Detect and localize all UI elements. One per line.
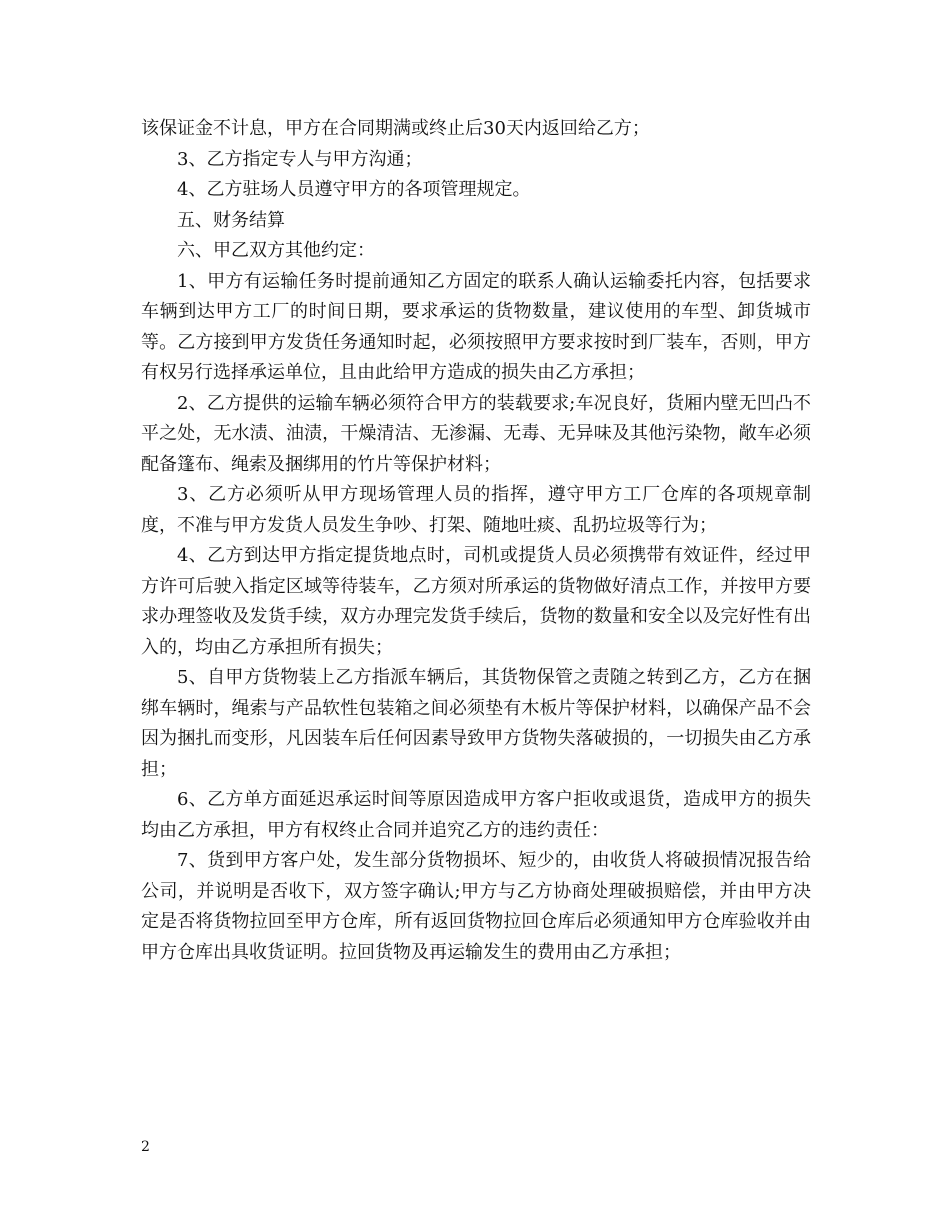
paragraph-agreement-5: 5、自甲方货物装上乙方指派车辆后，其货物保管之责随之转到乙方，乙方在捆绑车辆时，绳索与产品软性包装箱之间必须垫有木板片等保护材料，以确保产品不会因为捆扎而变形，凡因装车后任何因素导致甲方货物失落破损的，一切损失由乙方承担； <box>141 667 811 780</box>
paragraph-deposit-continuation: 该保证金不计息，甲方在合同期满或终止后30天内返回给乙方； <box>141 118 650 139</box>
page-number: 2 <box>141 1139 150 1155</box>
paragraph-agreement-6: 6、乙方单方面延迟承运时间等原因造成甲方客户拒收或退货，造成甲方的损失均由乙方承担，甲方有权终止合同并追究乙方的违约责任： <box>141 789 811 841</box>
paragraph-clause-4: 4、乙方驻场人员遵守甲方的各项管理规定。 <box>177 179 531 200</box>
section-heading-other-agreements: 六、甲乙双方其他约定： <box>177 240 375 261</box>
paragraph-clause-3: 3、乙方指定专人与甲方沟通； <box>177 148 423 170</box>
paragraph-agreement-7: 7、货到甲方客户处，发生部分货物损坏、短少的，由收货人将破损情况报告给公司，并说明是否收下，双方签字确认;甲方与乙方协商处理破损赔偿，并由甲方决定是否将货物拉回至甲方仓库，所有返回货物拉回仓库后必须通知甲方仓库验收并由甲方仓库出具收货证明。拉回货物及再运输发生的费用由乙方承担； <box>141 850 811 963</box>
paragraph-agreement-1: 1、甲方有运输任务时提前通知乙方固定的联系人确认运输委托内容，包括要求车辆到达甲方工厂的时间日期，要求承运的货物数量，建议使用的车型、卸货城市等。乙方接到甲方发货任务通知时起，必须按照甲方要求按时到厂装车，否则，甲方有权另行选择承运单位，且由此给甲方造成的损失由乙方承担； <box>141 270 811 383</box>
paragraph-agreement-3: 3、乙方必须听从甲方现场管理人员的指挥，遵守甲方工厂仓库的各项规章制度，不准与甲方发货人员发生争吵、打架、随地吐痰、乱扔垃圾等行为； <box>141 484 811 536</box>
section-heading-financial-settlement: 五、财务结算 <box>177 209 285 231</box>
paragraph-agreement-2: 2、乙方提供的运输车辆必须符合甲方的装载要求;车况良好，货厢内壁无凹凸不平之处，无水渍、油渍，干燥清洁、无渗漏、无毒、无异味及其他污染物，敞车必须配备篷布、绳索及捆绑用的竹片等保护材料； <box>141 392 811 475</box>
paragraph-agreement-4: 4、乙方到达甲方指定提货地点时，司机或提货人员必须携带有效证件，经过甲方许可后驶入指定区域等待装车，乙方须对所承运的货物做好清点工作，并按甲方要求办理签收及发货手续，双方办理完发货手续后，货物的数量和安全以及完好性有出入的，均由乙方承担所有损失； <box>141 545 811 658</box>
document-body <box>141 114 811 968</box>
